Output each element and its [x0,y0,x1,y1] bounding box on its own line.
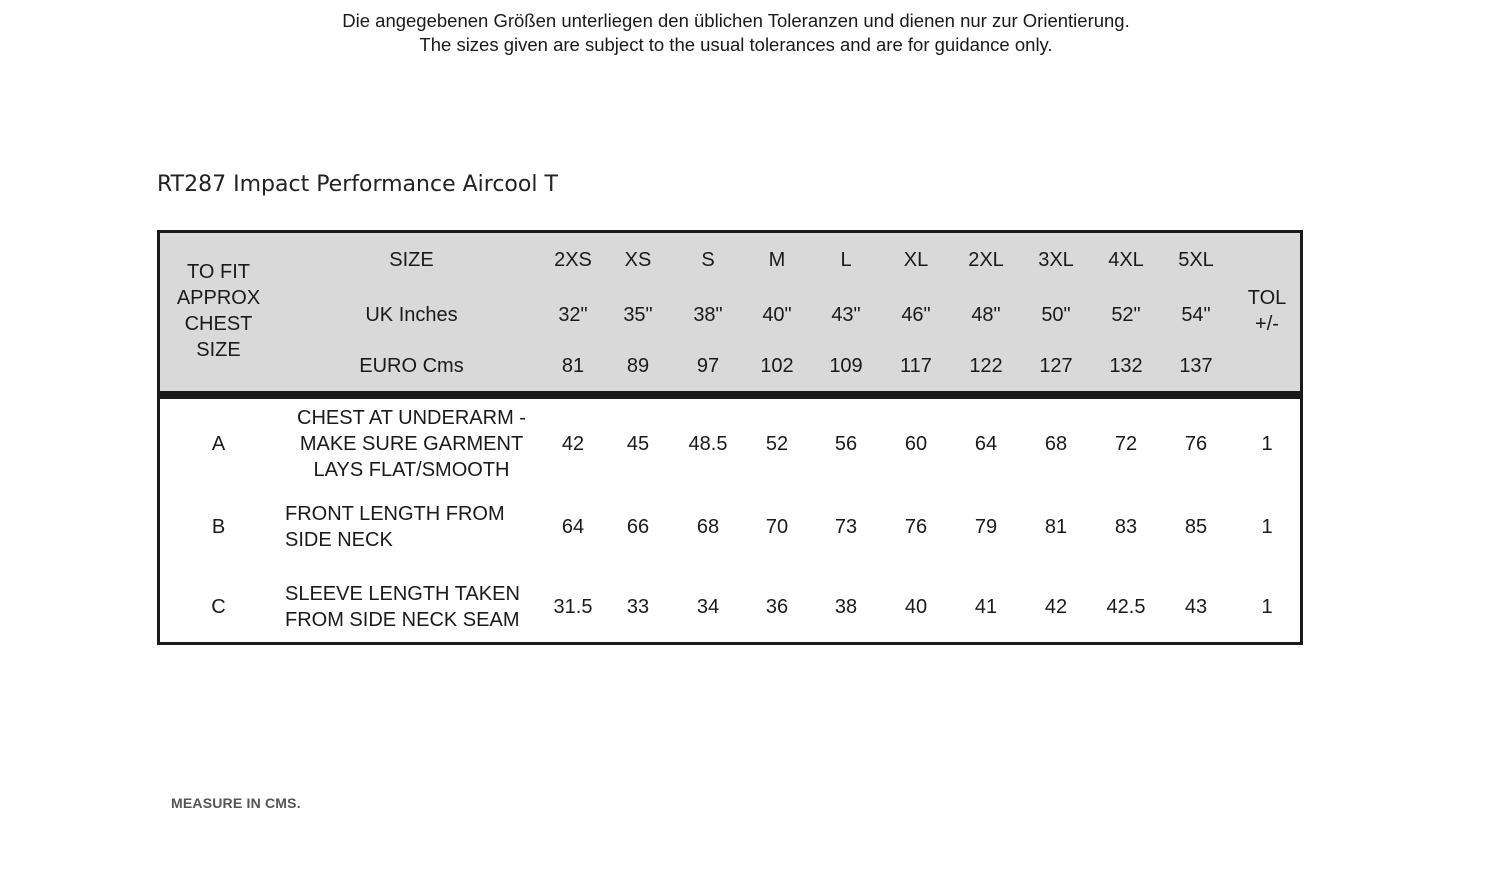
measurement-value: 64 [561,516,585,538]
size-header: 3XL [1038,249,1074,271]
uk-inches-value: 35" [623,304,653,326]
size-header: S [701,249,715,271]
uk-inches-value: 50" [1041,304,1071,326]
disclaimer-german: Die angegebenen Größen unterliegen den üblichen Toleranzen und dienen nur zur Orientierung. [342,10,1130,31]
measurement-value: 76 [904,516,928,538]
measurement-value: 79 [974,516,998,538]
tolerance-value: 1 [1261,433,1273,455]
measurement-value: 45 [626,433,650,455]
measurement-description: FRONT LENGTH FROM SIDE NECK [285,503,505,551]
measurement-value: 76 [1184,433,1208,455]
uk-inches-value: 38" [693,304,723,326]
measurement-value: 66 [626,516,650,538]
measurement-value: 85 [1184,516,1208,538]
euro-cms-value: 127 [1039,354,1073,377]
measurement-value: 42.5 [1106,595,1146,618]
header-divider-band [157,394,1303,399]
uk-inches-value: 32" [558,304,588,326]
disclaimer-english: The sizes given are subject to the usual tolerances and are for guidance only. [419,34,1053,55]
measurement-value: 41 [974,595,998,618]
uk-inches-label: UK Inches [365,304,458,326]
row-code: C [211,595,226,618]
measurement-value: 43 [1184,595,1208,618]
euro-cms-value: 102 [760,354,794,377]
euro-cms-value: 81 [561,354,585,377]
measurement-value: 42 [1044,595,1068,618]
fit-chest-label: TO FIT APPROX CHEST SIZE [176,260,261,361]
tolerance-value: 1 [1261,595,1273,618]
page-title: RT287 Impact Performance Aircool T [157,172,558,197]
measurement-value: 73 [834,516,858,538]
uk-inches-value: 46" [901,304,931,326]
euro-cms-label: EURO Cms [359,354,464,377]
euro-cms-value: 132 [1109,354,1143,377]
uk-inches-value: 54" [1181,304,1211,326]
measurement-value: 68 [1044,433,1068,455]
size-header: M [768,249,786,271]
table-border-bottom [157,642,1303,645]
euro-cms-value: 122 [969,354,1003,377]
measurement-value: 36 [765,595,789,618]
measurement-value: 31.5 [553,595,593,618]
size-header: L [840,249,852,271]
uk-inches-value: 40" [762,304,792,326]
measure-note: MEASURE IN CMS. [171,795,301,811]
size-chart-table [157,230,1303,645]
euro-cms-value: 89 [626,354,650,377]
tol-label: TOL +/- [1247,286,1287,335]
measurement-value: 70 [765,516,789,538]
tolerance-value: 1 [1261,516,1273,538]
measurement-description: SLEEVE LENGTH TAKEN FROM SIDE NECK SEAM [285,582,520,631]
measurement-value: 34 [696,595,720,618]
euro-cms-value: 97 [696,354,720,377]
size-header: 2XS [554,249,592,271]
size-header: 5XL [1178,249,1214,271]
euro-cms-value: 137 [1179,354,1213,377]
euro-cms-value: 109 [829,354,863,377]
measurement-value: 52 [765,433,789,455]
measurement-value: 81 [1044,516,1068,538]
measurement-value: 38 [834,595,858,618]
size-header: 2XL [968,249,1004,271]
measurement-value: 42 [561,433,585,455]
uk-inches-value: 43" [831,304,861,326]
size-row-label: SIZE [389,249,434,271]
measurement-value: 33 [626,595,650,618]
measurement-value: 60 [904,433,928,455]
size-header: 4XL [1108,249,1144,271]
size-header: XS [624,249,652,271]
measurement-value: 48.5 [688,433,728,455]
measurement-value: 72 [1114,433,1138,455]
measurement-value: 64 [974,433,998,455]
disclaimer [0,9,1472,57]
measurement-value: 68 [696,516,720,538]
table-border-right [1300,230,1303,645]
size-header: XL [903,249,929,271]
table-border-top [157,230,1303,233]
measurement-value: 56 [834,433,858,455]
euro-cms-value: 117 [900,354,932,377]
row-code: B [211,516,226,538]
measurement-value: 40 [904,595,928,618]
uk-inches-value: 52" [1111,304,1141,326]
uk-inches-value: 48" [971,304,1001,326]
measurement-description: CHEST AT UNDERARM - MAKE SURE GARMENT LAYS FLAT/SMOOTH [297,407,526,481]
measurement-value: 83 [1114,516,1138,538]
row-code: A [211,433,226,455]
table-border-left [157,230,160,645]
